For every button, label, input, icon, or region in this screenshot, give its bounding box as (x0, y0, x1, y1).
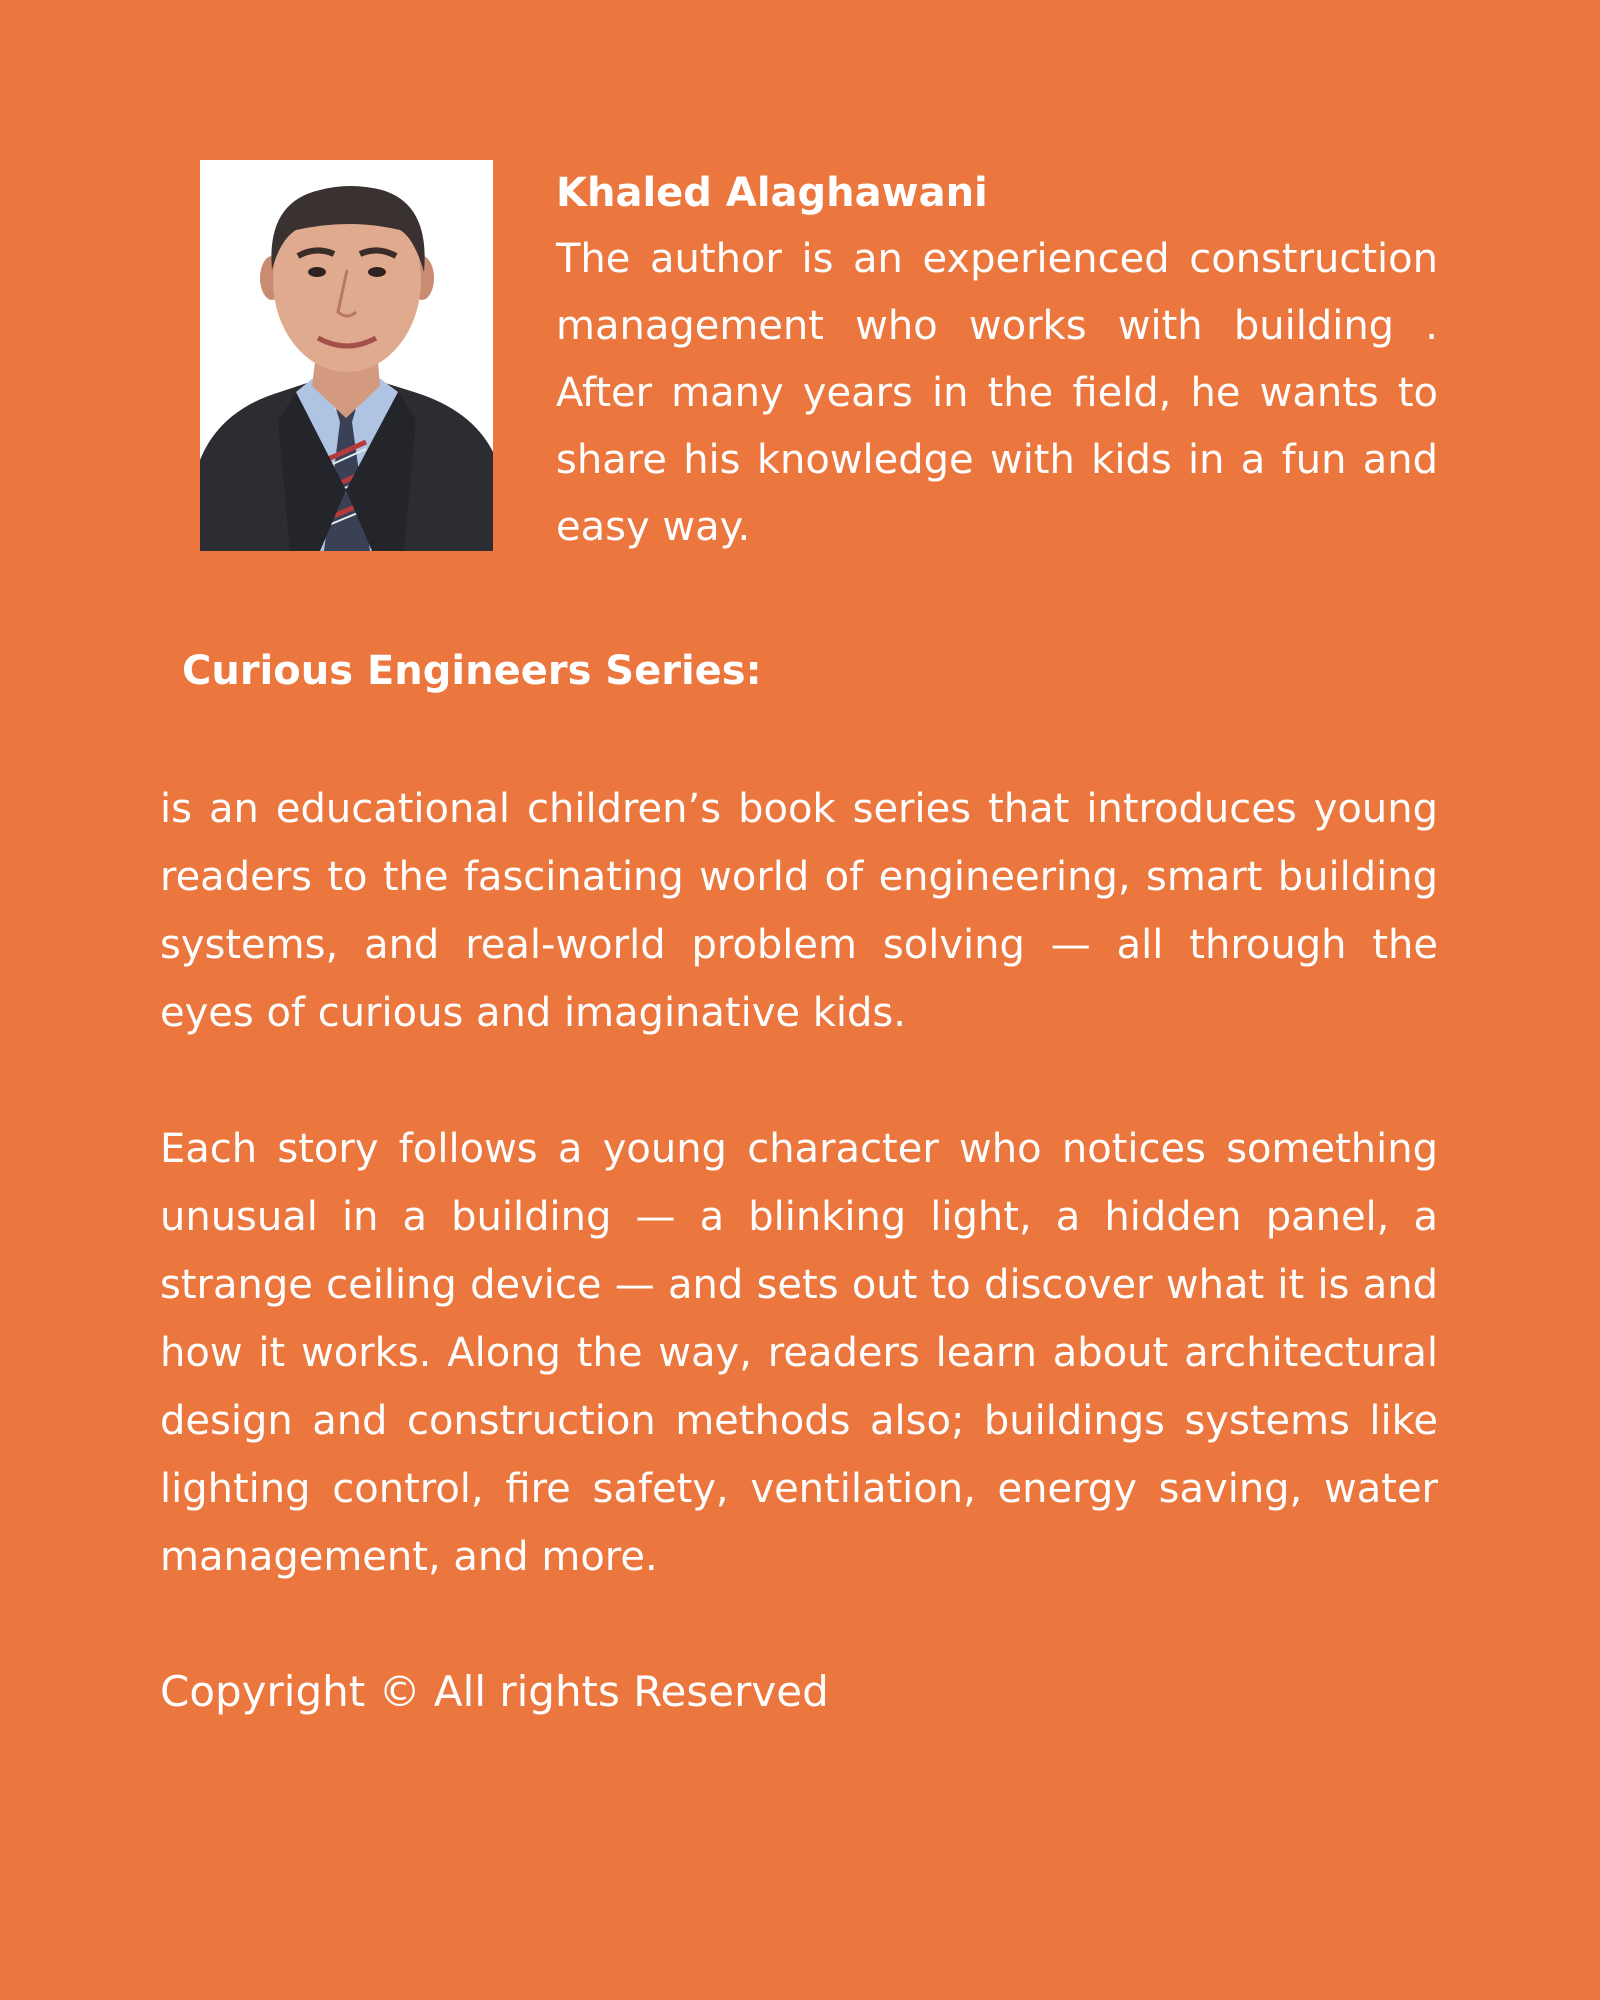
author-portrait-image (200, 160, 493, 551)
series-title: Curious Engineers Series: (182, 648, 762, 694)
author-name: Khaled Alaghawani (556, 170, 988, 216)
copyright-notice: Copyright © All rights Reserved (160, 1667, 829, 1716)
author-bio: The author is an experienced construction management who works with building . After many years in the field, he wants to share his knowledge with kids in a fun and easy way. (556, 236, 1438, 550)
author-photo (200, 160, 493, 551)
series-story-paragraph: Each story follows a young character who notices something unusual in a building — a blinking light, a hidden panel, a strange ceiling device — and sets out to discover what it is and how it works. Along the way, readers learn about architectural design and construction methods also; buildings systems like lighting control, fire safety, ventilation, energy saving, water management, and more. (160, 1126, 1438, 1580)
series-description-paragraph: is an educational children’s book series that introduces young readers to the fascinating world of engineering, smart building systems, and real-world problem solving — all through the eyes of curious and imaginative kids. (160, 786, 1438, 1036)
author-info (556, 160, 1438, 561)
